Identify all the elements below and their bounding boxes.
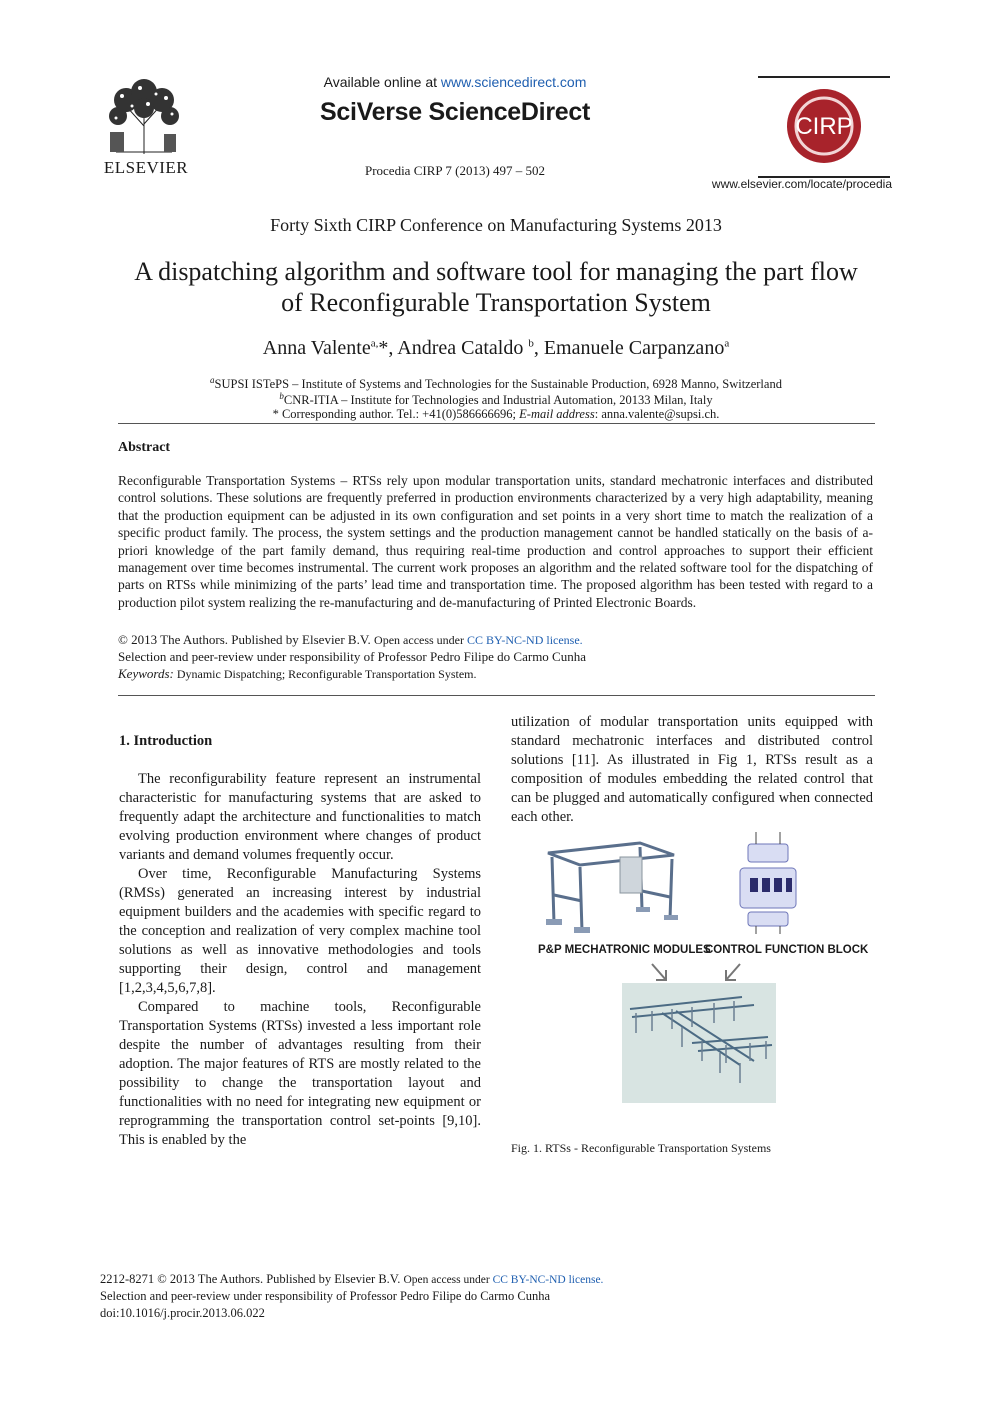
available-online: [300, 74, 610, 90]
author-affil: a: [724, 337, 730, 350]
conference-name: Forty Sixth CIRP Conference on Manufacturing Systems 2013: [270, 215, 722, 235]
copyright-text: © 2013 The Authors. Published by Elsevier B.V.: [118, 632, 375, 647]
keywords-text: Dynamic Dispatching; Reconfigurable Transportation System.: [173, 667, 477, 681]
footer-doi[interactable]: doi:10.1016/j.procir.2013.06.022: [100, 1306, 265, 1320]
abstract-heading: Abstract: [118, 440, 171, 455]
affil-marker: a: [210, 375, 215, 385]
email-address[interactable]: : anna.valente@supsi.ch.: [594, 407, 720, 421]
open-access-text: Open access under: [403, 1274, 493, 1286]
figure-caption: Fig. 1. RTSs - Reconfigurable Transportation Systems: [511, 1141, 771, 1155]
elsevier-wordmark: ELSEVIER: [103, 158, 189, 177]
intro-paragraph: The reconfigurability feature represent an instrumental characteristic for manufacturing systems that are asked to frequently adapt the architecture and functionalities to match evolving production environment where changes of product variants and demand volumes frequently occur.: [119, 771, 481, 863]
figure-label-right: CONTROL FUNCTION BLOCK: [705, 944, 869, 956]
affiliation-a: [100, 375, 892, 392]
corresponding-prefix: * Corresponding author. Tel.: +41(0)586666696;: [272, 407, 520, 421]
author-name: Emanuele Carpanzano: [543, 337, 725, 359]
open-access-text: Open access under: [374, 633, 468, 647]
pnp-module-illustration: [540, 835, 680, 935]
right-column: [511, 713, 873, 827]
title-line-2: of Reconfigurable Transportation System: [281, 288, 711, 317]
license-link[interactable]: CC BY-NC-ND license.: [467, 633, 583, 647]
keywords-label: Keywords:: [118, 666, 174, 681]
email-label: E-mail address: [519, 407, 595, 421]
section-heading: 1. Introduction: [119, 733, 213, 749]
cirp-logo: [784, 86, 864, 166]
procedia-url[interactable]: www.elsevier.com/locate/procedia: [711, 177, 892, 191]
affil-text: SUPSI ISTePS – Institute of Systems and Technologies for the Sustainable Production, 6928 Manno, Switzerland: [214, 377, 782, 392]
top-divider: [118, 423, 875, 424]
author-list: Anna Valente$^{a,}$*, Andrea Cataldo $^b$, Emanuele Carpanzano$^a$: [262, 337, 730, 359]
sciencedirect-link[interactable]: www.sciencedirect.com: [440, 74, 587, 90]
author-name: Andrea Cataldo: [397, 337, 529, 359]
corresponding-author: [100, 407, 892, 422]
available-prefix: Available online at: [323, 74, 441, 90]
control-function-block-diagram: [730, 828, 806, 936]
intro-paragraph-continued: utilization of modular transportation units equipped with standard mechatronic interfaces and distributed control solutions [11]. As illustrated in Fig 1, RTSs result as a composition of modules embedding the related control that can be plugged and automatically configured when connected each other.: [511, 714, 873, 825]
title-line-1: A dispatching algorithm and software tool for managing the part flow: [134, 257, 858, 286]
sciverse-brand: SciVerse ScienceDirect: [320, 98, 590, 126]
abstract-copyright: [118, 632, 873, 648]
abstract-review: Selection and peer-review under responsibility of Professor Pedro Filipe do Carmo Cunha: [118, 649, 586, 664]
intro-paragraph: Over time, Reconfigurable Manufacturing Systems (RMSs) generated an increasing interest by industrial equipment builders and the academies with specific regard to the conception and realization of very complex machine tool solutions as well as innovative methodologies and tools supporting their design, control and management [1,2,3,4,5,6,7,8].: [119, 866, 481, 996]
abstract-body: Reconfigurable Transportation Systems – RTSs rely upon modular transportation units, standard mechatronic interfaces and distributed control solutions. These solutions are frequently preferred in production environments characterized by a very high adaptability, meaning that the production equipment can be adjusted in its own configuration and set points in a very short time to match the realization of a specific product family. The process, the system settings and the production management cannot be handled statically on the basis of a-priori knowledge of the part family demand, thus requiring real-time production and control approaches to support their efficient management over time becomes instrumental. The current work proposes an algorithm and the related software tool for the dispatching of parts on RTSs while minimizing of the parts’ lead time and transportation time. The proposed algorithm has been tested with regard to a production pilot system realizing the re-manufacturing and de-manufacturing of Printed Electronic Boards.: [118, 473, 873, 610]
author-name: Anna Valente: [262, 337, 371, 359]
footer-copyright: [100, 1272, 603, 1287]
journal-reference: Procedia CIRP 7 (2013) 497 – 502: [364, 163, 546, 178]
intro-paragraph: Compared to machine tools, Reconfigurable Transportation Systems (RTSs) invested a less important role despite the number of advantages resulting from their adoption. The major features of RTS are mostly related to the possibility to change the transportation layout and functionalities with no need for integrating new equipment or reprogramming the transportation control set-points [9,10]. This is enabled by the: [119, 999, 481, 1148]
footer-review: Selection and peer-review under responsibility of Professor Pedro Filipe do Carmo Cunha: [100, 1289, 550, 1303]
affil-marker: b: [279, 391, 284, 401]
author-affil: a,: [370, 337, 379, 350]
license-link[interactable]: CC BY-NC-ND license.: [492, 1274, 604, 1286]
cirp-logo-text: CIRP: [795, 113, 853, 140]
rts-layout-illustration: [622, 983, 776, 1103]
affil-text: CNR-ITIA – Institute for Technologies and Industrial Automation, 20133 Milan, Italy: [283, 393, 713, 408]
left-column: [119, 770, 481, 1150]
keywords: [118, 666, 873, 682]
author-affil: b: [528, 337, 534, 350]
corresponding-mark: *: [378, 337, 389, 359]
affiliation-b: [100, 391, 892, 408]
abstract-divider: [118, 695, 875, 696]
figure-label-left: P&P MECHATRONIC MODULES: [538, 944, 711, 956]
issn-copyright: 2212-8271 © 2013 The Authors. Published by Elsevier B.V.: [100, 1272, 404, 1286]
paper-title: [100, 256, 892, 318]
